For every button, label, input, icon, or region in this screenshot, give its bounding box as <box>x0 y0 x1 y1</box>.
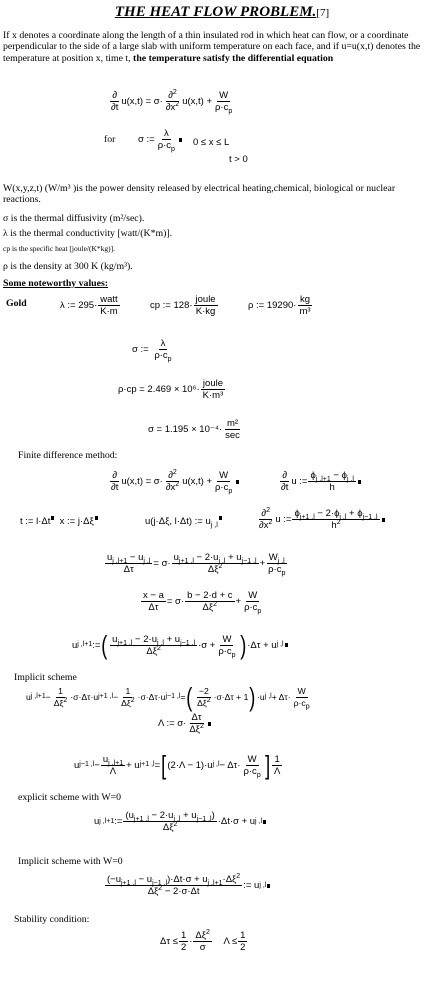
fd-time-derivative: $\frac{\partial}{\partial t}$ u := $\frac{\phi_{j ,l+1} - \phi_{j ,l}}{h}$ <box>278 470 361 493</box>
stability-condition: Δτ ≤ $\frac{1}{2}$ · $\frac{\Delta\xi^2}{\sigma}$ Λ ≤ $\frac{1}{2}$ <box>160 928 246 953</box>
lambda-description: λ is the thermal conductivity [watt/(K*m)]. <box>3 228 173 239</box>
gold-label: Gold <box>6 298 27 309</box>
t-range: t > 0 <box>229 154 248 165</box>
implicit-lambda-equation: u j−1 ,l − $\frac{u_{j ,l+1}}{\Lambda}$ + u j+1 ,l = [ (2·Λ − 1)·u j ,l − Δτ· $\frac{W}{\rho\cdot c_p}$ ] $\frac{1}{\Lambda}$ <box>74 750 281 780</box>
gold-rho: ρ := 19290· $\frac{kg}{\text{m³}}$ <box>248 294 311 317</box>
heat-equation: $\frac{\partial}{\partial t}$ u(x,t) = σ· $\frac{\partial^2}{\partial x^2}$ u(x,t) + $\frac{W}{\rho\cdot c_p}$ <box>111 88 233 115</box>
finite-difference-label: Finite difference method: <box>18 450 118 461</box>
rho-description: ρ is the density at 300 K (kg/m³). <box>3 261 133 272</box>
intro-paragraph <box>3 30 441 64</box>
fd-generic-equation: $\frac{x - a}{\Delta\tau}$ = σ· $\frac{b - 2\cdot d + c}{\Delta\xi^2}$ + $\frac{W}{\rho\cdot c_p}$ <box>143 590 262 615</box>
fd-discrete-equation: $\frac{u_{j ,l+1} - u_{j ,l}}{\Delta\tau}$ = σ· $\frac{u_{j+1 ,l} - 2\cdot u_{j ,l} + u_{j-1 ,l}}{\Delta\xi^2}$ + $\frac{W_{j ,l}}{\rho\cdot c_p}$ <box>107 552 286 577</box>
page-title <box>0 4 444 21</box>
fd-heat-equation: $\frac{\partial}{\partial t}$ u(x,t) = σ· $\frac{\partial^2}{\partial x^2}$ u(x,t) + $\frac{W}{\rho\cdot c_p}$ <box>108 470 239 493</box>
intro-text: If x denotes a coordinate along the length of a thin insulated rod in which heat can flow, or a coordinate perpendicular to the side of a large slab with uniform temperature on each face, and if u=u(x,t) denotes the temperature at position x, time t, <box>3 30 421 64</box>
gold-cp: cp := 128· $\frac{\text{joule}}{K\cdot kg}$ <box>150 294 216 317</box>
u-discretization: u(j·Δξ, l·Δt) := $u_{j ,l}$ <box>145 516 222 527</box>
intro-bold-text: the temperature satisfy the differential equation <box>130 52 334 64</box>
w-description: W(x,y,z,t) (W/m³ )is the power density released by electrical heating,chemical, biological or nuclear reactions. <box>3 183 396 206</box>
gold-sigma-value: σ = 1.195 × 10⁻⁴· $\frac{\text{m²}}{\sec}$ <box>148 418 240 441</box>
implicit-scheme-label: Implicit scheme <box>14 672 77 683</box>
implicit-equation: u j ,l+1 − $\frac{1}{\Delta\xi^2}$ ·σ·Δτ·u j+1 ,l − $\frac{1}{\Delta\xi^2}$ ·σ·Δτ·u j−1 ,l = ( $\frac{-2}{\Delta\xi^2}$ ·σ·Δτ + 1 ) ·u j ,l + Δτ· $\frac{W}{\rho\cdot c_p}$ <box>26 682 310 712</box>
explicit-w0-equation: u j ,l+1 := $\frac{(u_{j+1 ,l} - 2\cdot u_{j ,l} + u_{j-1 ,l})}{\Delta\xi^2}$ ·Δt·σ + u j ,l <box>94 810 266 833</box>
fd-explicit-update: u j ,l+1 := ( $\frac{u_{j+1 ,l} - 2\cdot u_{j ,l} + u_{j-1 ,l}}{\Delta\xi^2}$ ·σ + $\frac{W}{\rho\cdot c_p}$ ) ·Δτ + u j ,l <box>72 632 288 658</box>
stability-label: Stability condition: <box>14 914 90 925</box>
title-reference: [7] <box>316 7 330 19</box>
cp-description: cp is the specific heat [joule/(K*kg)]. <box>3 244 116 253</box>
implicit-w0-label: Implicit scheme with W=0 <box>18 856 123 867</box>
x-range: 0 ≤ x ≤ L <box>193 137 230 148</box>
values-heading: Some noteworthy values: <box>3 278 109 289</box>
sigma-description: σ is the thermal diffusivity (m²/sec). <box>3 213 145 224</box>
sigma-definition-eq: σ := $\frac{\lambda}{\rho\cdot c_p}$ <box>138 128 182 151</box>
time-discretization: t := l·Δt x := j·Δξ <box>20 516 98 527</box>
title-text: THE HEAT FLOW PROBLEM. <box>114 4 317 20</box>
gold-rho-cp: ρ·cp = 2.469 × 10⁶· $\frac{\text{joule}}{\text{K·m³}}$ <box>118 378 224 401</box>
implicit-w0-equation: $\frac{(-u_{j+1 ,l} - u_{j-1 ,l})\cdot\Delta t\cdot\sigma + u_{j ,l+1}\cdot\Delta\xi^2}{\Delta\xi^2 - 2\cdot\sigma\cdot\Delta t}$ := u j ,l <box>104 874 270 897</box>
gold-sigma-def: σ := $\frac{\lambda}{\rho\cdot c_p}$ <box>132 338 172 363</box>
lambda-definition: Λ := σ· $\frac{\Delta\tau}{\Delta\xi^2}$ <box>158 712 211 735</box>
explicit-w0-label: explicit scheme with W=0 <box>18 792 122 803</box>
fd-space-derivative: $\frac{\partial^2}{\partial x^2}$ u := $\frac{\phi_{j+1 ,l} - 2\cdot\phi_{j ,l} + \phi_{j-1 ,l}}{h^2}$ <box>256 508 385 531</box>
gold-lambda: λ := 295· $\frac{\text{watt}}{K\cdot m}$ <box>60 294 118 317</box>
for-label: for <box>104 134 116 145</box>
